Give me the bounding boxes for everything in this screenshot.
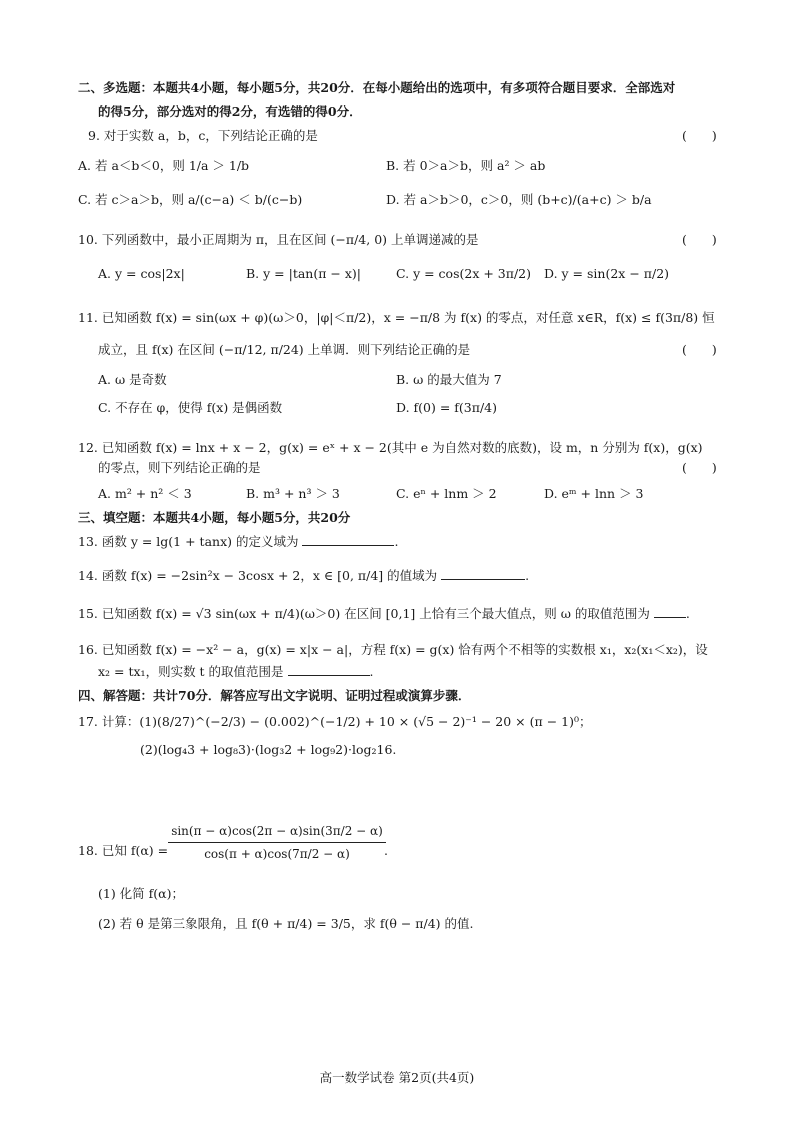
q15-text: 15. 已知函数 f(x) = √3 sin(ωx + π/4)(ω＞0) 在区间 [0,1] 上恰有三个最大值点，则 ω 的取值范围为 [78,606,650,621]
q9-option-d: D. 若 a＞b＞0，c＞0，则 (b+c)/(a+c) ＞ b/a [386,192,652,207]
q10-option-b: B. y = |tan(π − x)| [246,266,362,281]
q12-answer-paren: ( ) [682,460,717,475]
q12-option-d: D. eᵐ + lnn ＞ 3 [544,486,644,501]
q12-option-c: C. eⁿ + lnm ＞ 2 [396,486,497,501]
q18-denominator: cos(π + α)cos(7π/2 − α) [204,847,350,861]
q15 [78,604,690,624]
q16-text: x₂ = tx₁，则实数 t 的取值范围是 [98,664,284,679]
q13-end: . [394,534,399,549]
q10-stem: 10. 下列函数中，最小正周期为 π，且在区间 (−π/4, 0) 上单调递减的是 [78,232,479,247]
q9-option-a: A. 若 a＜b＜0，则 1/a ＞ 1/b [78,158,250,173]
q14-end: . [525,568,530,583]
section2-heading-line2: 的得5分，部分选对的得2分，有选错的得0分． [98,104,362,119]
q11-answer-paren: ( ) [682,342,717,357]
q14-text: 14. 函数 f(x) = −2sin²x − 3cosx + 2，x ∈ [0, π/4] 的值域为 [78,568,438,583]
q18-label: 18. 已知 f(α) = [78,843,169,858]
q18-end: . [384,843,388,858]
q18-numerator: sin(π − α)cos(2π − α)sin(3π/2 − α) [171,824,383,838]
q17-part1: 17. 计算：(1)(8/27)^(−2/3) − (0.002)^(−1/2) + 10 × (√5 − 2)⁻¹ − 20 × (π − 1)⁰； [78,714,592,729]
q11-stem-line1: 11. 已知函数 f(x) = sin(ωx + φ)(ω＞0，|φ|＜π/2)，x = −π/8 为 f(x) 的零点，对任意 x∈R，f(x) ≤ f(3π/8) 恒 [78,310,715,325]
page-footer: 高一数学试卷 第2页(共4页) [319,1070,475,1085]
q10-option-c: C. y = cos(2x + 3π/2) [396,266,531,281]
q13-answer-blank[interactable] [302,533,394,546]
q12-option-a: A. m² + n² ＜ 3 [98,486,192,501]
q18-sub1: (1) 化简 f(α)； [98,886,184,901]
q14-answer-blank[interactable] [441,567,525,580]
q16-answer-blank[interactable] [288,663,370,676]
q11-option-c: C. 不存在 φ，使得 f(x) 是偶函数 [98,400,283,415]
q10-option-a: A. y = cos|2x| [98,266,185,281]
q11-option-b: B. ω 的最大值为 7 [396,372,502,387]
q16-line2 [98,662,374,682]
q12-stem-line2: 的零点，则下列结论正确的是 [98,460,261,475]
q18-fraction [168,822,386,863]
q9-stem: 9. 对于实数 a，b，c，下列结论正确的是 [88,128,318,143]
q10-option-d: D. y = sin(2x − π/2) [544,266,670,281]
q12-stem-line1: 12. 已知函数 f(x) = lnx + x − 2，g(x) = eˣ + x − 2(其中 e 为自然对数的底数)，设 m，n 分别为 f(x)，g(x) [78,440,703,455]
q9-option-c: C. 若 c＞a＞b，则 a/(c−a) ＜ b/(c−b) [78,192,303,207]
q16-end: . [369,664,374,679]
q9-answer-paren: ( ) [682,128,717,143]
q15-answer-blank[interactable] [654,605,686,618]
section2-heading-line1: 二、多选题：本题共4小题，每小题5分，共20分．在每小题给出的选项中，有多项符合题目要求．全部选对 [78,80,676,95]
q17-part2: (2)(log₄3 + log₈3)·(log₃2 + log₉2)·log₂16. [140,742,397,757]
q18-fraction-bar [168,842,386,843]
q15-end: . [685,606,690,621]
q11-option-d: D. f(0) = f(3π/4) [396,400,497,415]
q11-stem-line2: 成立，且 f(x) 在区间 (−π/12, π/24) 上单调．则下列结论正确的是 [98,342,471,357]
q12-option-b: B. m³ + n³ ＞ 3 [246,486,340,501]
q18-sub2: (2) 若 θ 是第三象限角，且 f(θ + π/4) = 3/5，求 f(θ − π/4) 的值. [98,916,474,931]
section4-heading: 四、解答题：共计70分．解答应写出文字说明、证明过程或演算步骤． [78,688,471,703]
q13 [78,532,398,552]
section3-heading: 三、填空题：本题共4小题，每小题5分，共20分 [78,510,351,525]
q10-answer-paren: ( ) [682,232,717,247]
q14 [78,566,529,586]
q13-text: 13. 函数 y = lg(1 + tanx) 的定义域为 [78,534,299,549]
q11-option-a: A. ω 是奇数 [98,372,167,387]
q9-option-b: B. 若 0＞a＞b，则 a² ＞ ab [386,158,546,173]
q16-line1: 16. 已知函数 f(x) = −x² − a，g(x) = x|x − a|，方程 f(x) = g(x) 恰有两个不相等的实数根 x₁，x₂(x₁＜x₂)，设 [78,642,708,657]
